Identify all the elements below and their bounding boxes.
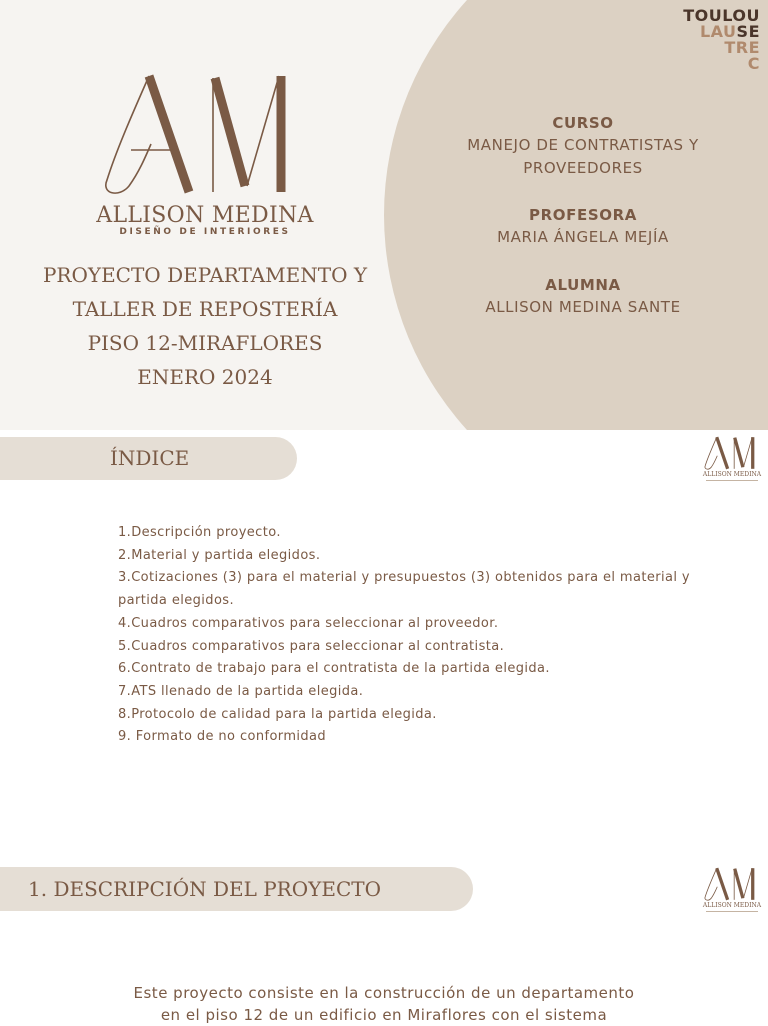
logo-part: LAU (699, 22, 737, 41)
alumna-block (440, 274, 726, 319)
list-item: 2.Material y partida elegidos. (118, 547, 321, 563)
list-item: 8.Protocolo de calidad para la partida elegida. (118, 706, 437, 722)
profesora-block (440, 204, 726, 249)
alumna-label: ALUMNA (545, 276, 621, 294)
divider (706, 911, 758, 912)
section1-title: 1. DESCRIPCIÓN DEL PROYECTO (28, 877, 381, 901)
brand-name: ALLISON MEDINA (96, 203, 314, 228)
list-item: 6.Contrato de trabajo para el contratista de la partida elegida. (118, 661, 550, 677)
section1-description (100, 982, 668, 1026)
divider (706, 480, 758, 481)
list-item: 4.Cuadros comparativos para seleccionar al proveedor. (118, 615, 499, 631)
am-monogram-logo (95, 68, 315, 200)
project-title-line: ENERO 2024 (137, 365, 273, 389)
brand-subtitle: DISEÑO DE INTERIORES (119, 227, 291, 237)
project-title-line: PISO 12-MIRAFLORES (87, 331, 323, 355)
indice-header (0, 437, 297, 480)
logo-part: SE (736, 22, 760, 41)
description-line: Este proyecto consiste en la construcción de un departamento (133, 984, 635, 1002)
section1-header (0, 867, 473, 911)
list-item: 3.Cotizaciones (3) para el material y presupuestos (3) obtenidos para el material y partida elegidos. (118, 570, 690, 609)
curso-value: PROVEEDORES (523, 159, 643, 177)
list-item: 5.Cuadros comparativos para seleccionar al contratista. (118, 638, 505, 654)
logo-line: TRE (724, 38, 760, 57)
profesora-value: MARIA ÁNGELA MEJÍA (497, 228, 669, 246)
am-monogram-icon (702, 865, 762, 903)
small-am-logo (702, 434, 762, 482)
curso-label: CURSO (552, 114, 614, 132)
alumna-value: ALLISON MEDINA SANTE (485, 298, 681, 316)
curso-block (440, 112, 726, 180)
logo-line: C (747, 54, 760, 73)
logo-line: TOULOU (683, 6, 760, 25)
indice-title: ÍNDICE (110, 446, 190, 470)
small-brand-name: ALLISON MEDINA (702, 902, 762, 909)
description-line: en el piso 12 de un edificio en Miraflores con el sistema (160, 1006, 608, 1024)
toulouse-lautrec-logo (683, 8, 760, 72)
list-item: 9. Formato de no conformidad (118, 729, 327, 745)
table-of-contents (118, 522, 718, 749)
small-brand-name: ALLISON MEDINA (702, 471, 762, 478)
cover-section (0, 0, 768, 430)
project-title-line: TALLER DE REPOSTERÍA (72, 297, 338, 321)
project-title (0, 258, 410, 394)
curso-value: MANEJO DE CONTRATISTAS Y (467, 136, 699, 154)
am-monogram-icon (702, 434, 762, 472)
list-item: 7.ATS llenado de la partida elegida. (118, 683, 364, 699)
project-title-line: PROYECTO DEPARTAMENTO Y (42, 263, 368, 287)
list-item: 1.Descripción proyecto. (118, 525, 281, 540)
small-am-logo (702, 865, 762, 913)
profesora-label: PROFESORA (529, 206, 637, 224)
